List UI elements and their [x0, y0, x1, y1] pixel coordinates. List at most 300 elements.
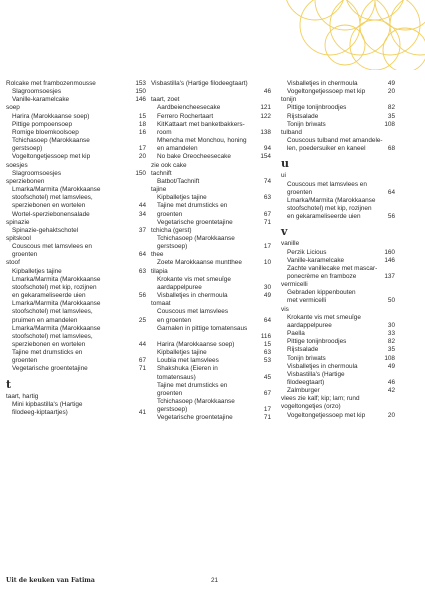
entry-text: aardappelpuree [287, 321, 332, 329]
index-subentry [151, 357, 271, 365]
entry-text: Tajine met drumsticks en [12, 349, 83, 357]
index-entry [151, 227, 271, 235]
entry-page-number: 10 [263, 259, 271, 267]
index-subentry [151, 374, 271, 382]
entry-page-number: 138 [260, 128, 271, 136]
entry-page-number: 137 [384, 272, 395, 280]
index-entry [6, 219, 146, 227]
entry-text: Visbastilla's (Hartige filodeegtaart) [151, 80, 248, 87]
index-subentry [6, 333, 146, 341]
entry-text: stoofschotel) met lamsvlees, [12, 194, 93, 202]
index-entry [6, 80, 146, 88]
entry-text: Shakshuka (Eieren in [157, 365, 218, 373]
entry-text: Harira (Marokkaanse soep) [12, 112, 90, 120]
entry-text: Tajine met drumsticks en [157, 381, 228, 389]
index-subentry [6, 409, 146, 417]
entry-text: Mini kipbastilla's (Hartige [12, 400, 83, 408]
entry-text: stoofschotel) met kip, rozijnen [287, 205, 372, 213]
index-subentry [281, 273, 395, 281]
index-entry [281, 395, 395, 403]
book-title: Uit de keuken van Fatima [6, 577, 95, 584]
entry-text: tachnift [151, 169, 172, 177]
index-subentry [6, 284, 146, 292]
entry-page-number: 44 [138, 202, 146, 210]
index-subentry [6, 194, 146, 202]
index-subentry [151, 243, 271, 251]
index-entry [281, 306, 395, 314]
index-subentry [6, 276, 146, 284]
entry-page-number: 154 [260, 153, 271, 161]
index-entry [6, 393, 146, 401]
entry-text: Zalmburger [287, 387, 320, 395]
entry-text: met vermicelli [287, 297, 327, 305]
entry-page-number: 146 [135, 96, 146, 104]
index-subentry [281, 379, 395, 387]
entry-page-number: 108 [384, 120, 395, 128]
entry-text: Harira (Marokkaanse soep) [157, 341, 235, 348]
index-column-3 [281, 80, 395, 420]
entry-text: gerstsoep) [12, 145, 43, 153]
entry-page-number: 63 [138, 267, 146, 275]
index-subentry [6, 137, 146, 145]
entry-page-number: 71 [263, 414, 271, 422]
entry-text: Pittige tonijnbroodjes [287, 338, 347, 346]
entry-page-number: 146 [384, 256, 395, 264]
entry-page-number: 45 [263, 373, 271, 381]
entry-page-number: 63 [263, 194, 271, 202]
index-entry [151, 96, 271, 104]
entry-text: Romige bloemkoolsoep [12, 128, 79, 136]
entry-text: Vegetarische groentetajine [157, 218, 233, 226]
entry-text: filodeegtaart) [287, 379, 325, 386]
index-subentry [6, 341, 146, 349]
entry-text: Vogeltongetjessoep met kip [287, 88, 366, 96]
page-number: 21 [211, 577, 219, 584]
entry-page-number: 67 [263, 210, 271, 218]
index-subentry [151, 398, 271, 406]
index-entry [6, 235, 146, 243]
index-subentry [6, 349, 146, 357]
entry-text: tchicha (gerst) [151, 226, 192, 234]
entry-text: Slagroomsoesjes [12, 88, 62, 96]
entry-text: Visballetjes in chermoula [287, 80, 358, 87]
index-subentry [151, 341, 271, 349]
entry-page-number: 160 [384, 248, 395, 256]
entry-text: en gekarameliseerde uien [287, 213, 361, 221]
entry-text: ui [281, 172, 286, 180]
entry-text: Lmarka/Marmita (Marokkaanse [287, 196, 376, 204]
index-subentry [6, 251, 146, 259]
entry-page-number: 63 [263, 349, 271, 357]
index-subentry [6, 357, 146, 365]
index-subentry [281, 330, 395, 338]
entry-text: groenten [157, 389, 183, 397]
index-entry [281, 172, 395, 180]
entry-text: Lmarka/Marmita (Marokkaanse [12, 324, 101, 332]
entry-text: spitskool [6, 234, 31, 242]
index-subentry [281, 104, 395, 112]
index-subentry [281, 257, 395, 265]
entry-text: Tchichasoep (Marokkaanse [12, 137, 90, 145]
index-subentry [281, 371, 395, 379]
entry-page-number: 82 [387, 338, 395, 346]
index-subentry [6, 170, 146, 178]
entry-page-number: 49 [387, 80, 395, 87]
entry-text: stoofschotel) met lamsvlees, [12, 308, 93, 316]
index-subentry [151, 211, 271, 219]
entry-page-number: 71 [263, 218, 271, 226]
entry-text: sperziebonen en wortelen [12, 202, 86, 210]
entry-page-number: 20 [387, 411, 395, 419]
index-subentry [281, 88, 395, 96]
index-subentry [151, 153, 271, 161]
entry-text: tilapia [151, 267, 168, 275]
index-cross-reference [151, 162, 271, 170]
index-subentry [281, 355, 395, 363]
entry-text: Tchichasoep (Marokkaanse [157, 398, 235, 406]
entry-text: pruimen en amandelen [12, 316, 78, 324]
index-subentry [281, 137, 395, 145]
entry-text: Tajine met drumsticks en [157, 202, 228, 210]
index-entry [151, 300, 271, 308]
entry-page-number: 64 [387, 188, 395, 196]
entry-text: Spinazie-gehaktschotel [12, 226, 79, 234]
entry-text: tomatensaus) [157, 373, 196, 381]
entry-text: Tchichasoep (Marokkaanse [157, 234, 235, 242]
entry-page-number: 71 [138, 365, 146, 373]
entry-page-number: 41 [138, 408, 146, 416]
entry-text: Kipballetjes tajine [157, 194, 207, 202]
entry-text: Mhencha met Monchou, honing [157, 137, 247, 145]
entry-page-number: 150 [135, 88, 146, 96]
entry-text: en amandelen [157, 145, 198, 153]
entry-text: room [157, 128, 172, 136]
entry-page-number: 56 [138, 292, 146, 300]
entry-text: len, poedersuiker en kaneel [287, 145, 366, 153]
entry-text: Tonijn briwats [287, 354, 326, 362]
entry-text: Visbastilla's (Hartige [287, 370, 345, 378]
entry-text: stoofschotel) met kip, rozijnen [12, 283, 97, 291]
index-subentry [151, 382, 271, 390]
index-column-2 [151, 80, 271, 423]
index-column-1 [6, 80, 146, 417]
entry-page-number: 30 [387, 321, 395, 329]
index-subentry [151, 325, 271, 333]
entry-page-number: 56 [387, 213, 395, 221]
entry-text: Kipballetjes tajine [12, 267, 62, 275]
index-subentry [281, 113, 395, 121]
entry-page-number: 50 [387, 297, 395, 305]
index-entry [281, 240, 395, 248]
entry-text: Lmarka/Marmita (Marokkaanse [12, 275, 101, 283]
entry-text: taart, hartig [6, 392, 39, 400]
entry-page-number: 42 [387, 387, 395, 395]
entry-page-number: 49 [263, 292, 271, 300]
entry-page-number: 64 [138, 251, 146, 259]
entry-text: spinazie [6, 218, 30, 226]
index-entry [151, 186, 271, 194]
entry-text: sperziebonen en wortelen [12, 341, 86, 348]
index-subentry [6, 186, 146, 194]
entry-text: Krokante vis met smeuïge [157, 275, 231, 283]
index-entry [281, 403, 395, 411]
entry-page-number: 33 [387, 330, 395, 338]
entry-text: vlees zie kalf; kip; lam; rund [281, 395, 360, 403]
index-entry [281, 129, 395, 137]
entry-page-number: 53 [263, 357, 271, 365]
index-letter-heading: u [281, 157, 289, 171]
index-subentry [281, 189, 395, 197]
index-subentry [281, 213, 395, 221]
index-subentry [151, 194, 271, 202]
index-subentry [281, 412, 395, 420]
entry-text: Couscous met lamsvlees en [12, 243, 92, 251]
index-subentry [281, 387, 395, 395]
index-subentry [281, 314, 395, 322]
entry-text: Lmarka/Marmita (Marokkaanse [12, 186, 101, 194]
entry-text: Aardbeiencheesecake [157, 104, 221, 112]
floral-ornament [275, 0, 425, 70]
entry-text: Gebraden kippenbouten [287, 289, 356, 297]
index-subentry [281, 249, 395, 257]
index-entry [6, 104, 146, 112]
entry-text: Zachte vanillecake met mascar- [287, 264, 378, 272]
page-footer [6, 577, 395, 584]
index-subentry [151, 276, 271, 284]
index-subentry [151, 284, 271, 292]
entry-text: en gekarameliseerde uien [12, 292, 86, 300]
index-subentry [281, 181, 395, 189]
index-subentry [151, 104, 271, 112]
index-subentry [281, 145, 395, 153]
index-subentry [6, 113, 146, 121]
index-entry [151, 251, 271, 259]
entry-text: taart, zoet [151, 96, 180, 104]
entry-page-number: 64 [263, 316, 271, 324]
entry-page-number: 30 [263, 283, 271, 291]
entry-page-number: 20 [387, 88, 395, 96]
entry-text: Perzik Licious [287, 248, 327, 256]
entry-page-number: 46 [387, 379, 395, 386]
index-entry [281, 96, 395, 104]
entry-text: filodeeg-kiptaartjes) [12, 408, 68, 416]
entry-text: soep [6, 104, 20, 112]
entry-text: Vegetarische groentetajine [157, 414, 233, 422]
entry-text: Couscous tulband met amandele- [287, 137, 383, 145]
entry-text: groenten [287, 188, 313, 196]
index-subentry [151, 259, 271, 267]
entry-text: vermicelli [281, 281, 308, 289]
entry-page-number: 116 [260, 332, 271, 340]
entry-text: Rijstsalade [287, 112, 319, 120]
entry-text: tomaat [151, 300, 171, 308]
entry-text: gerstsoep) [157, 243, 188, 251]
index-entry [6, 259, 146, 267]
index-letter-heading: v [281, 225, 288, 239]
index-subentry [6, 308, 146, 316]
entry-page-number: 44 [138, 341, 146, 348]
index-subentry [6, 145, 146, 153]
entry-page-number: 15 [138, 112, 146, 120]
index-subentry [281, 121, 395, 129]
entry-page-number: 67 [263, 389, 271, 397]
entry-text: tonijn [281, 96, 297, 104]
entry-page-number: 20 [138, 153, 146, 161]
entry-text: soesjes [6, 161, 28, 169]
entry-text: Batbot/Tachnift [157, 177, 200, 185]
entry-text: en groenten [157, 316, 192, 324]
entry-text: Ferrero Rochertaart [157, 112, 214, 120]
index-subentry [151, 178, 271, 186]
index-subentry [6, 202, 146, 210]
entry-text: Slagroomsoesjes [12, 169, 62, 177]
index-subentry [281, 289, 395, 297]
index-subentry [281, 265, 395, 273]
index-subentry [281, 297, 395, 305]
entry-text: KitKattaart met banketbakkers- [157, 120, 245, 128]
index-subentry [6, 401, 146, 409]
entry-page-number: 74 [263, 177, 271, 185]
entry-text: zie ook cake [151, 161, 187, 169]
entry-text: tajine [151, 186, 167, 194]
entry-page-number: 16 [138, 128, 146, 136]
entry-page-number: 67 [138, 357, 146, 365]
entry-text: Vegetarische groentetajine [12, 365, 88, 373]
entry-text: stoofschotel) met lamsvlees, [12, 332, 93, 340]
index-subentry [151, 145, 271, 153]
entry-text: Vogeltongetjessoep met kip [12, 153, 91, 161]
entry-text: Wortel-sperziebonensalade [12, 210, 90, 218]
entry-text: Visballetjes in chermoula [287, 362, 358, 370]
index-subentry [281, 205, 395, 213]
index-subentry [151, 121, 271, 129]
index-subentry [151, 308, 271, 316]
index-entry [151, 80, 271, 88]
index-subentry [6, 227, 146, 235]
entry-page-number: 153 [135, 80, 146, 87]
entry-text: gerstsoep) [157, 406, 188, 414]
index-subentry [151, 88, 271, 96]
index-subentry [6, 88, 146, 96]
index-subentry [6, 153, 146, 161]
entry-text: Rolcake met frambozenmousse [6, 80, 96, 87]
index-subentry [281, 346, 395, 354]
index-subentry [6, 268, 146, 276]
index-subentry [151, 365, 271, 373]
entry-text: tulband [281, 128, 302, 136]
index-subentry [151, 129, 271, 137]
entry-page-number: 34 [138, 210, 146, 218]
entry-page-number: 17 [263, 406, 271, 414]
index-subentry [6, 211, 146, 219]
entry-text: thee [151, 251, 164, 259]
entry-text: Vanille-karamelcake [12, 96, 70, 104]
index-entry [6, 178, 146, 186]
index-subentry [6, 365, 146, 373]
index-subentry [151, 414, 271, 422]
entry-page-number: 150 [135, 169, 146, 177]
index-subentry [281, 338, 395, 346]
entry-text: Visballetjes in chermoula [157, 292, 228, 300]
index-entry [281, 281, 395, 289]
index-subentry [6, 243, 146, 251]
index-subentry [281, 363, 395, 371]
index-subentry [6, 121, 146, 129]
entry-text: vanille [281, 240, 300, 248]
entry-text: Vogeltongetjessoep met kip [287, 411, 366, 419]
entry-text: Zoete Marokkaanse muntthee [157, 259, 242, 267]
entry-text: ponecrème en framboze [287, 272, 357, 280]
index-subentry [6, 292, 146, 300]
entry-text: Paella [287, 330, 305, 338]
entry-text: Krokante vis met smeuïge [287, 313, 361, 321]
index-subentry [151, 390, 271, 398]
entry-text: Vanille-karamelcake [287, 256, 345, 264]
entry-text: vogeltongetjes (orzo) [281, 403, 341, 411]
index-subentry [6, 129, 146, 137]
entry-page-number: 46 [263, 88, 271, 96]
entry-page-number: 108 [384, 354, 395, 362]
index-letter-heading: t [6, 377, 12, 391]
entry-page-number: 49 [387, 362, 395, 370]
entry-page-number: 35 [387, 112, 395, 120]
entry-text: Rijstsalade [287, 346, 319, 354]
entry-text: sperziebonen [6, 177, 45, 185]
index-subentry [6, 300, 146, 308]
entry-page-number: 17 [138, 145, 146, 153]
index-subentry [6, 325, 146, 333]
index-subentry [6, 96, 146, 104]
entry-text: groenten [157, 210, 183, 218]
entry-text: Loubia met lamsvlees [157, 357, 219, 365]
entry-text: Pittige pompoensoep [12, 120, 73, 128]
entry-text: vis [281, 305, 289, 313]
index-subentry [151, 292, 271, 300]
index-subentry [151, 333, 271, 341]
index-subentry [151, 137, 271, 145]
entry-page-number: 25 [138, 316, 146, 324]
index-subentry [281, 197, 395, 205]
entry-text: Pittige tonijnbroodjes [287, 104, 347, 112]
index-subentry [151, 235, 271, 243]
entry-text: Garnalen in pittige tomatensaus [157, 324, 248, 332]
entry-page-number: 17 [263, 243, 271, 251]
entry-text: No bake Oreocheesecake [157, 153, 231, 161]
entry-page-number: 121 [260, 104, 271, 112]
entry-page-number: 68 [387, 145, 395, 153]
entry-page-number: 37 [138, 226, 146, 234]
index-entry [151, 268, 271, 276]
entry-text: Kipballetjes tajine [157, 349, 207, 357]
entry-text: groenten [12, 357, 38, 365]
entry-text: Tonijn briwats [287, 120, 326, 128]
index-subentry [151, 113, 271, 121]
index-subentry [151, 406, 271, 414]
index-subentry [151, 202, 271, 210]
index-subentry [151, 349, 271, 357]
entry-page-number: 122 [260, 112, 271, 120]
index-subentry [281, 322, 395, 330]
index-subentry [281, 80, 395, 88]
entry-text: groenten [12, 251, 38, 259]
entry-page-number: 35 [387, 346, 395, 354]
index-entry [6, 162, 146, 170]
index-subentry [151, 219, 271, 227]
index-entry [151, 170, 271, 178]
index-subentry [6, 317, 146, 325]
entry-page-number: 82 [387, 104, 395, 112]
entry-page-number: 94 [263, 145, 271, 153]
